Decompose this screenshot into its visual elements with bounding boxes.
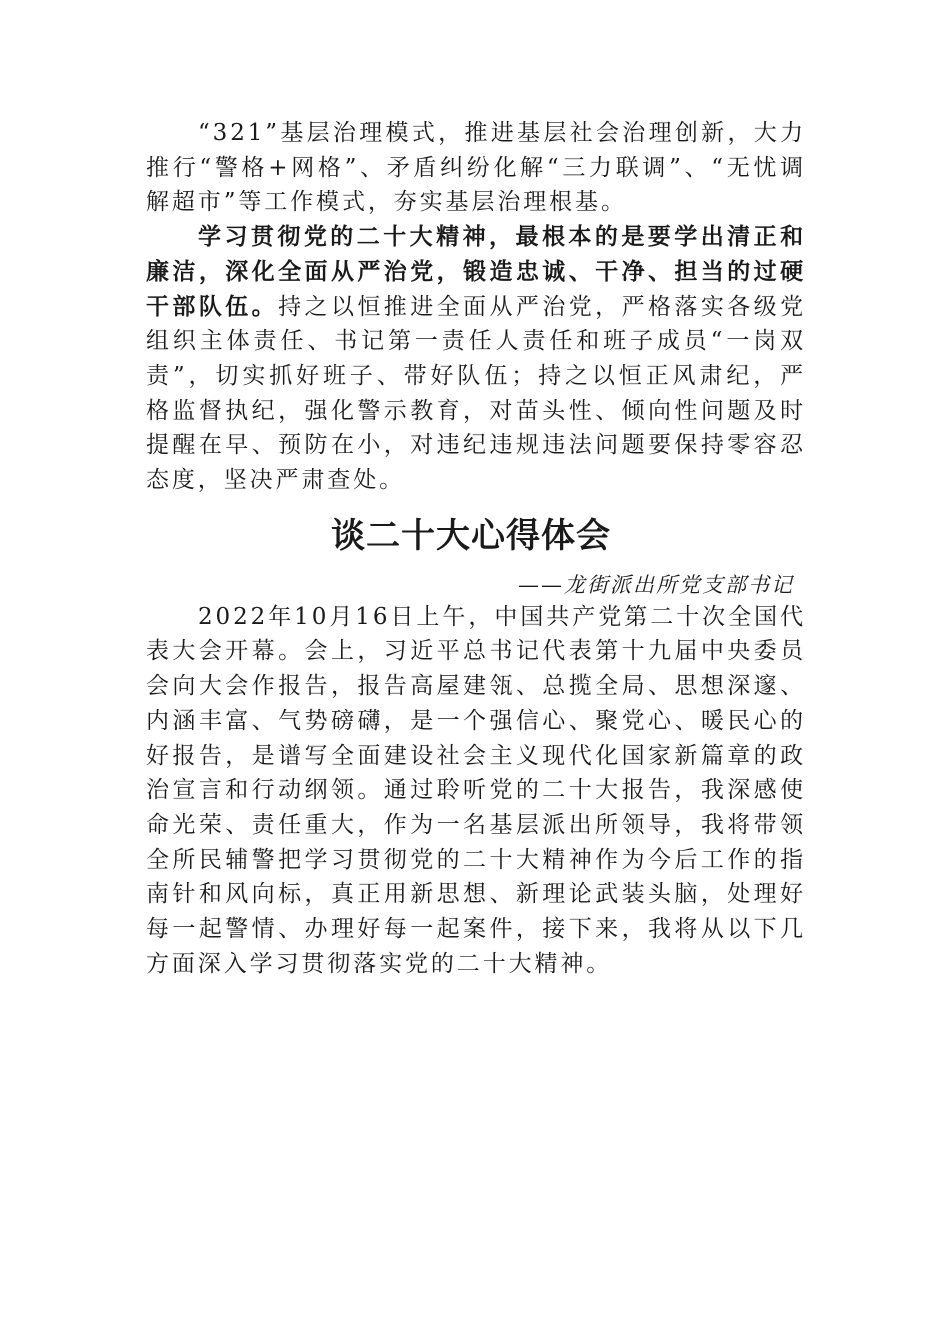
paragraph-governance-model: “321”基层治理模式，推进基层社会治理创新，大力推行“警格+网格”、矛盾纠纷化解“三力联调”、“无忧调解超市”等工作模式，夯实基层治理根基。 — [146, 120, 806, 216]
paragraph-lead-sentence: 学习贯彻党的二十大精神，最根本的是要学出清正和廉洁，深化全面从严治党，锻造忠诚、干净、担当的过硬干部队伍。 — [146, 223, 806, 320]
article-author-line: ——龙街派出所党支部书记 — [518, 572, 794, 597]
paragraph-body-text: 持之以恒推进全面从严治党，严格落实各级党组织主体责任、书记第一责任人责任和班子成员“一岗双责”，切实抓好班子、带好队伍；持之以恒正风肃纪，严格监督执纪，强化警示教育，对苗头性、倾向性问题及时提醒在早、预防在小，对违纪违规违法问题要保持零容忍态度，坚决严肃查处。 — [146, 293, 807, 494]
document-page — [146, 116, 806, 981]
article-title: 谈二十大心得体会 — [331, 515, 611, 556]
paragraph-congress-opening: 2022年10月16日上午，中国共产党第二十次全国代表大会开幕。会上，习近平总书记代表第十九届中央委员会向大会作报告，报告高屋建瓴、总揽全局、思想深邃、内涵丰富、气势磅礴，是一个强信心、聚党心、暖民心的好报告，是谱写全面建设社会主义现代化国家新篇章的政治宣言和行动纲领。通过聆听党的二十大报告，我深感使命光荣、责任重大，作为一名基层派出所领导，我将带领全所民辅警把学习贯彻党的二十大精神作为今后工作的指南针和风向标，真正用新思想、新理论武装头脑，处理好每一起警情、办理好每一起案件，接下来，我将从以下几方面深入学习贯彻落实党的二十大精神。 — [146, 603, 806, 977]
paragraph-party-discipline — [146, 220, 806, 498]
